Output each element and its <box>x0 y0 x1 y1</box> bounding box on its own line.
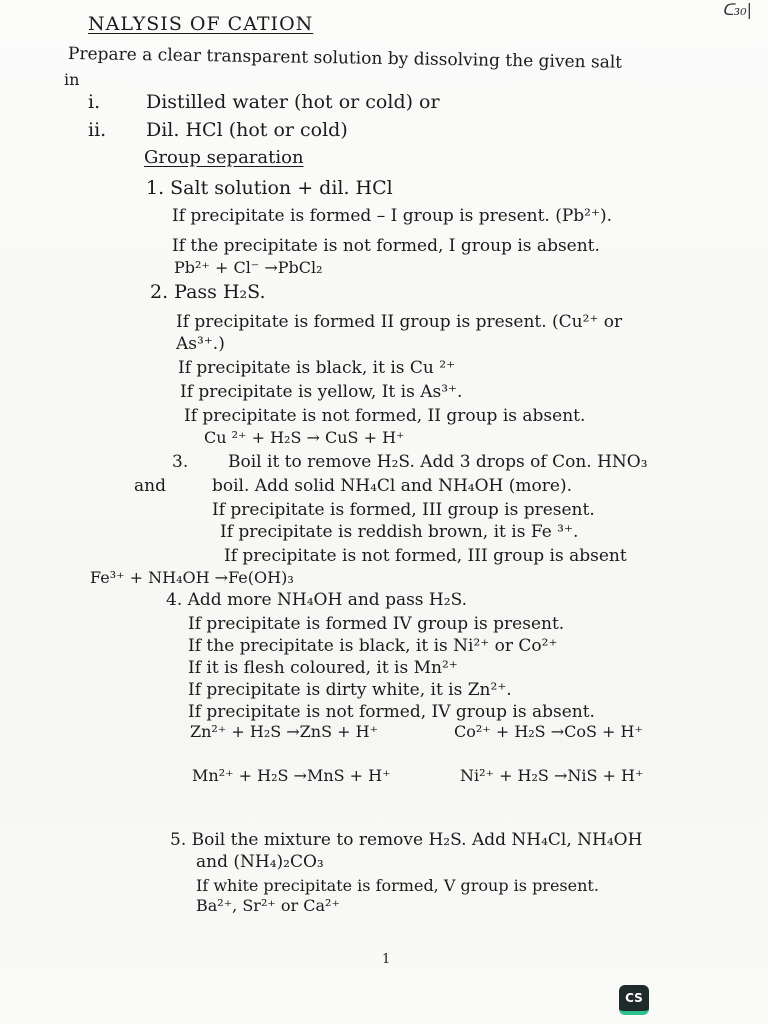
equation-manganese: Mn²⁺ + H₂S →MnS + H⁺ <box>192 766 391 785</box>
group2-line-3: If precipitate is black, it is Cu ²⁺ <box>178 358 456 378</box>
page-number: 1 <box>382 952 391 967</box>
equation-nickel: Ni²⁺ + H₂S →NiS + H⁺ <box>460 766 644 785</box>
group3-result-1: If precipitate is formed, III group is present. <box>212 500 595 520</box>
handwritten-corner-mark: ᑕ₃₀| <box>722 0 752 19</box>
intro-line-2: in <box>64 70 80 89</box>
solvent-item-2: ii. Dil. HCl (hot or cold) <box>88 119 348 141</box>
group5-heading: 5. Boil the mixture to remove H₂S. Add NH₄Cl, NH₄OH <box>170 830 643 850</box>
camscanner-badge: CS <box>619 985 649 1015</box>
group3-result-2: If precipitate is reddish brown, it is Fe ³⁺. <box>220 522 579 542</box>
group3-number: 3. <box>172 452 189 472</box>
group3-equation: Fe³⁺ + NH₄OH →Fe(OH)₃ <box>90 568 294 587</box>
group2-line-5: If precipitate is not formed, II group is absent. <box>184 406 586 426</box>
intro-line-1: Prepare a clear transparent solution by dissolving the given salt <box>67 44 623 73</box>
group2-line-1: If precipitate is formed II group is present. (Cu²⁺ or <box>176 312 623 332</box>
group4-line-3: If it is flesh coloured, it is Mn²⁺ <box>188 658 458 678</box>
group4-line-5: If precipitate is not formed, IV group is absent. <box>188 702 595 722</box>
group-separation-heading: Group separation <box>144 147 304 168</box>
group2-equation: Cu ²⁺ + H₂S → CuS + H⁺ <box>204 428 405 447</box>
group1-line-2: If the precipitate is not formed, I group is absent. <box>172 236 600 256</box>
group3-line-1: Boil it to remove H₂S. Add 3 drops of Con. HNO₃ <box>228 452 648 472</box>
group1-heading: 1. Salt solution + dil. HCl <box>146 177 393 199</box>
equation-zinc: Zn²⁺ + H₂S →ZnS + H⁺ <box>190 722 379 741</box>
group4-heading: 4. Add more NH₄OH and pass H₂S. <box>166 590 468 610</box>
group3-line-2: boil. Add solid NH₄Cl and NH₄OH (more). <box>212 476 572 496</box>
group4-line-4: If precipitate is dirty white, it is Zn²⁺. <box>188 680 512 700</box>
group4-line-2: If the precipitate is black, it is Ni²⁺ or Co²⁺ <box>188 636 558 656</box>
group3-and-label: and <box>134 476 166 496</box>
group3-result-3: If precipitate is not formed, III group is absent <box>224 546 627 566</box>
page-title: NALYSIS OF CATION <box>88 13 314 35</box>
group5-line-2: Ba²⁺, Sr²⁺ or Ca²⁺ <box>196 896 340 915</box>
group2-heading: 2. Pass H₂S. <box>150 281 266 303</box>
group5-line-1: If white precipitate is formed, V group is present. <box>196 876 599 895</box>
equation-cobalt: Co²⁺ + H₂S →CoS + H⁺ <box>454 722 643 741</box>
group2-line-2: As³⁺.) <box>176 334 225 354</box>
group1-equation: Pb²⁺ + Cl⁻ →PbCl₂ <box>174 258 323 277</box>
group2-line-4: If precipitate is yellow, It is As³⁺. <box>180 382 463 402</box>
group1-line-1: If precipitate is formed – I group is present. (Pb²⁺). <box>172 206 612 226</box>
group5-heading-cont: and (NH₄)₂CO₃ <box>196 852 324 872</box>
solvent-item-1: i. Distilled water (hot or cold) or <box>88 91 440 113</box>
group4-line-1: If precipitate is formed IV group is present. <box>188 614 565 634</box>
